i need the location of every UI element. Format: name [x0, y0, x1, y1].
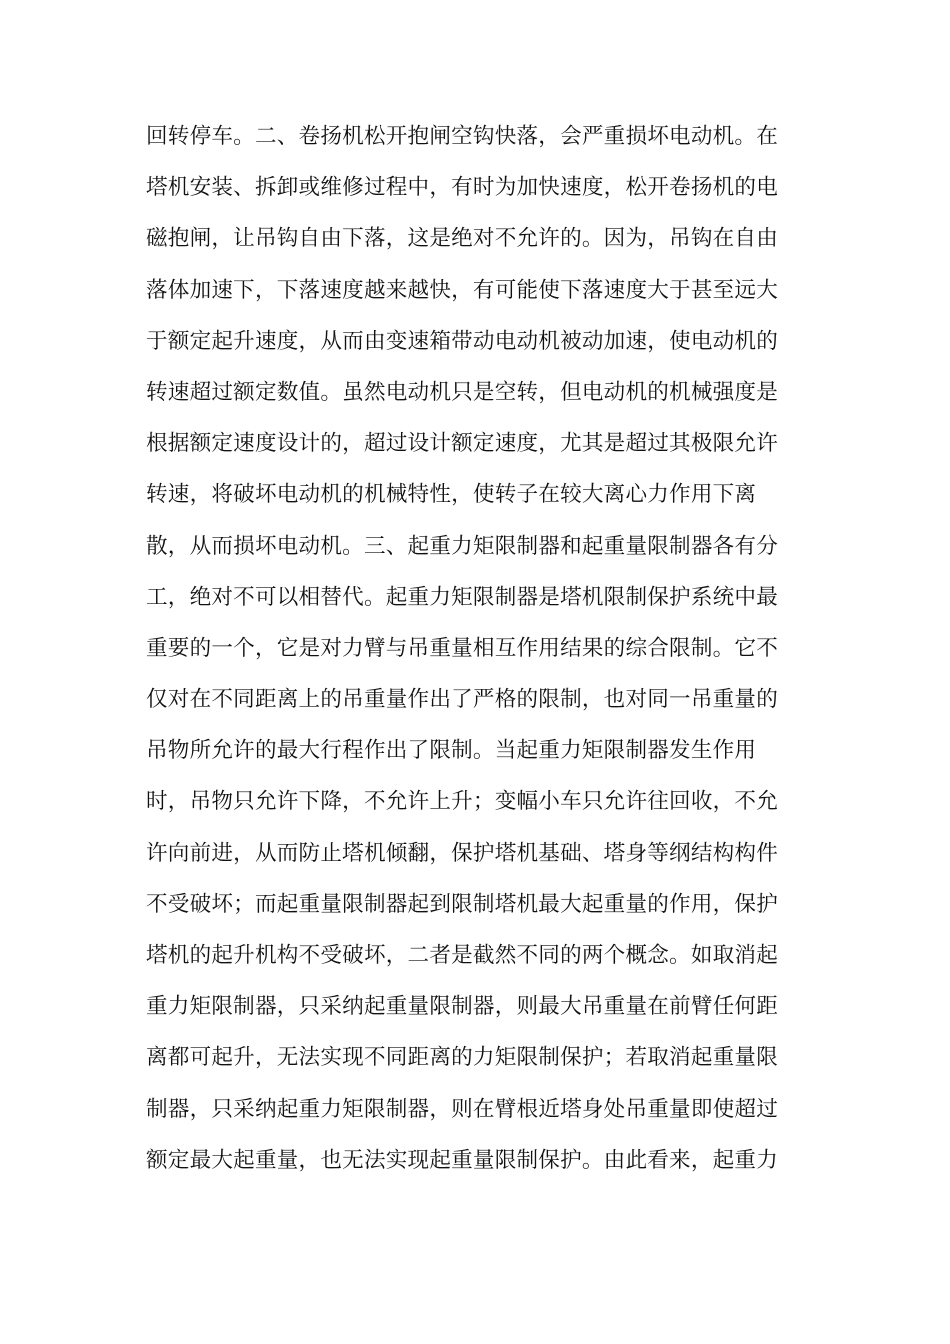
text-line: 不受破坏；而起重量限制器起到限制塔机最大起重量的作用，保护: [146, 891, 779, 917]
text-line: 工，绝对不可以相替代。起重力矩限制器是塔机限制保护系统中最: [146, 584, 779, 610]
text-line: 制器，只采纳起重力矩限制器，则在臂根近塔身处吊重量即使超过: [146, 1096, 779, 1122]
text-line: 许向前进，从而防止塔机倾翻，保护塔机基础、塔身等纲结构构件: [146, 840, 779, 866]
text-line: 时，吊物只允许下降，不允许上升；变幅小车只允许往回收，不允: [146, 789, 779, 815]
text-line: 离都可起升，无法实现不同距离的力矩限制保护；若取消起重量限: [146, 1045, 779, 1071]
text-line: 重力矩限制器，只采纳起重量限制器，则最大吊重量在前臂任何距: [146, 994, 779, 1020]
text-line: 回转停车。二、卷扬机松开抱闸空钩快落，会严重损坏电动机。在: [146, 124, 779, 149]
text-line: 仅对在不同距离上的吊重量作出了严格的限制，也对同一吊重量的: [146, 687, 779, 713]
text-line: 转速，将破坏电动机的机械特性，使转子在较大离心力作用下离: [146, 482, 757, 508]
text-line: 于额定起升速度，从而由变速箱带动电动机被动加速，使电动机的: [146, 328, 779, 354]
text-line: 额定最大起重量，也无法实现起重量限制保护。由此看来，起重力: [146, 1147, 779, 1173]
text-line: 重要的一个，它是对力臂与吊重量相互作用结果的综合限制。它不: [146, 635, 779, 661]
text-line: 根据额定速度设计的，超过设计额定速度，尤其是超过其极限允许: [146, 431, 779, 457]
text-line: 塔机安装、拆卸或维修过程中，有时为加快速度，松开卷扬机的电: [146, 175, 779, 201]
text-line: 吊物所允许的最大行程作出了限制。当起重力矩限制器发生作用: [146, 738, 757, 764]
body-text: [146, 118, 806, 1193]
text-line: 塔机的起升机构不受破坏，二者是截然不同的两个概念。如取消起: [146, 943, 779, 968]
text-line: 转速超过额定数值。虽然电动机只是空转，但电动机的机械强度是: [146, 379, 779, 405]
text-line: 散，从而损坏电动机。三、起重力矩限制器和起重量限制器各有分: [146, 533, 779, 559]
text-line: 落体加速下，下落速度越来越快，有可能使下落速度大于甚至远大: [146, 277, 779, 303]
text-line: 磁抱闸，让吊钩自由下落，这是绝对不允许的。因为，吊钩在自由: [146, 226, 779, 252]
